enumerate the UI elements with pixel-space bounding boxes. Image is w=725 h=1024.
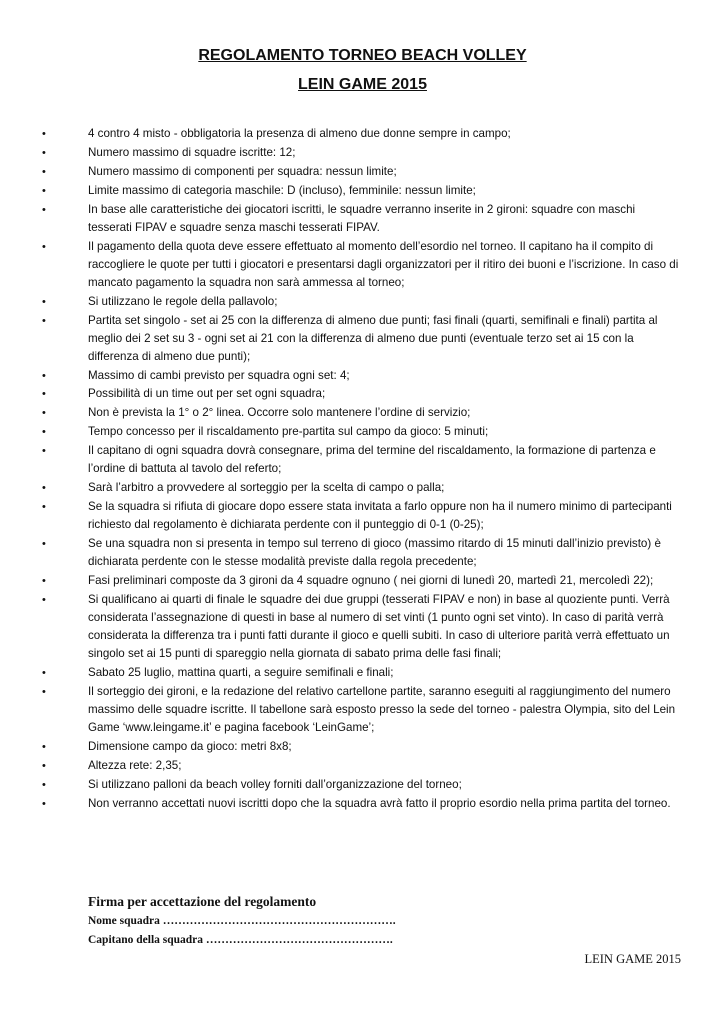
rule-item — [42, 367, 682, 385]
page-footer: LEIN GAME 2015 — [584, 952, 681, 966]
rule-text: Sabato 25 luglio, mattina quarti, a seguire semifinali e finali; — [88, 666, 394, 680]
rule-text: Non è prevista la 1° o 2° linea. Occorre solo mantenere l’ordine di servizio; — [88, 406, 471, 420]
document-subtitle: LEIN GAME 2015 — [298, 76, 427, 93]
rule-text: Numero massimo di componenti per squadra: nessun limite; — [88, 164, 397, 178]
bullet-icon: • — [42, 314, 46, 327]
rule-text: Il sorteggio dei gironi, e la redazione del relativo cartellone partite, saranno eseguiti al raggiungimento del numero massimo delle squadre iscritte. Il tabellone sarà esposto presso la sede del torneo - palestra Olympia, sito del Lein Game ‘www.leingame.it’ e pagina facebook ‘LeinGame’; — [88, 684, 676, 735]
bullet-icon: • — [42, 778, 46, 791]
bullet-icon: • — [42, 407, 46, 420]
rule-text: Si utilizzano palloni da beach volley forniti dall’organizzazione del torneo; — [88, 777, 462, 791]
bullet-icon: • — [42, 184, 46, 197]
rule-item — [42, 683, 682, 737]
rule-item — [42, 144, 682, 162]
rule-text: Non verranno accettati nuovi iscritti dopo che la squadra avrà fatto il proprio esordio nella prima partita del torneo. — [88, 796, 671, 810]
rule-item — [42, 757, 682, 775]
rule-text: Massimo di cambi previsto per squadra ogni set: 4; — [88, 368, 350, 382]
rule-item — [42, 498, 682, 534]
bullet-icon: • — [42, 146, 46, 159]
rule-item — [42, 535, 682, 571]
rule-text: Se una squadra non si presenta in tempo sul terreno di gioco (massimo ritardo di 15 minuti dall’inizio previsto) è dichiarata perdente con le stesse modalità previste dalla regola precedente; — [88, 537, 661, 569]
bullet-icon: • — [42, 426, 46, 439]
rule-item — [42, 664, 682, 682]
rule-item — [42, 776, 682, 794]
rule-text: Altezza rete: 2,35; — [88, 758, 182, 772]
rule-text: Il capitano di ogni squadra dovrà consegnare, prima del termine del riscaldamento, la formazione di partenza e l’ordine di battuta al tavolo del referto; — [88, 444, 656, 476]
rule-text: Sarà l’arbitro a provvedere al sorteggio per la scelta di campo o palla; — [88, 481, 445, 495]
team-name-line: Nome squadra ……………………………………………………. — [88, 915, 396, 927]
signature-title: Firma per accettazione del regolamento — [88, 894, 317, 909]
rule-item — [42, 404, 682, 422]
rule-text: Fasi preliminari composte da 3 gironi da 4 squadre ognuno ( nei giorni di lunedì 20, martedì 21, mercoledì 22); — [88, 574, 654, 587]
rule-item — [42, 572, 682, 590]
bullet-icon: • — [42, 741, 46, 754]
bullet-icon: • — [42, 445, 46, 458]
rule-text: Il pagamento della quota deve essere effettuato al momento dell’esordio nel torneo. Il capitano ha il compito di raccogliere le quote per tutti i giocatori e presentarsi dagli organizzatori per il ritiro dei buoni e l’iscrizione. In caso di mancato pagamento la squadra non sarà ammessa al torneo; — [88, 239, 679, 289]
rule-item — [42, 182, 682, 200]
bullet-icon: • — [42, 501, 46, 514]
bullet-icon: • — [42, 685, 46, 698]
bullet-icon: • — [42, 667, 46, 680]
rule-item — [42, 163, 682, 181]
bullet-icon: • — [42, 295, 46, 308]
rule-text: Se la squadra si rifiuta di giocare dopo essere stata invitata a farlo oppure non ha il numero minimo di partecipanti richiesto dal regolamento è dichiarata perdente con il punteggio di 0-1 (0-25); — [88, 500, 672, 532]
rule-text: Tempo concesso per il riscaldamento pre-partita sul campo da gioco: 5 minuti; — [88, 425, 489, 439]
rule-item — [42, 442, 682, 478]
bullet-icon: • — [42, 538, 46, 551]
bullet-icon: • — [42, 593, 46, 606]
rule-item — [42, 125, 682, 143]
rule-item — [42, 423, 682, 441]
bullet-icon: • — [42, 482, 46, 495]
rule-item — [42, 795, 682, 813]
rule-item — [42, 738, 682, 756]
rule-text: 4 contro 4 misto - obbligatoria la presenza di almeno due donne sempre in campo; — [88, 127, 511, 140]
signature-block — [88, 892, 688, 950]
rule-text: Possibilità di un time out per set ogni squadra; — [88, 387, 326, 401]
rule-text: Dimensione campo da gioco: metri 8x8; — [88, 740, 292, 754]
rule-item — [42, 293, 682, 311]
rule-text: Si qualificano ai quarti di finale le squadre dei due gruppi (tesserati FIPAV e non) in base al quoziente punti. Verrà considerata l’assegnazione di questi in base al numero di set vinti (1 punto ogni set vinto). In caso di parità verrà considerata la differenza tra i punti fatti durante il gioco e quelli subiti. In caso di ulteriore parità verrà effettuato un singolo set ai 15 punti di spareggio nella giornata di sabato prima delle fasi finali; — [88, 592, 670, 661]
document-title: REGOLAMENTO TORNEO BEACH VOLLEY — [198, 47, 527, 64]
rule-text: Si utilizzano le regole della pallavolo; — [88, 294, 278, 308]
rule-item — [42, 479, 682, 497]
rule-text: In base alle caratteristiche dei giocatori iscritti, le squadre verranno inserite in 2 gironi: squadre con maschi tesserati FIPAV e squadre senza maschi tesserati FIPAV. — [88, 202, 636, 234]
rule-item — [42, 385, 682, 403]
bullet-icon: • — [42, 369, 46, 382]
bullet-icon: • — [42, 797, 46, 810]
rule-text: Limite massimo di categoria maschile: D (incluso), femminile: nessun limite; — [88, 183, 476, 197]
rules-list — [42, 125, 682, 814]
rule-text: Partita set singolo - set ai 25 con la differenza di almeno due punti; fasi finali (quarti, semifinali e finali) partita al meglio dei 2 set su 3 - ogni set ai 21 con la differenza di almeno due punti (eventuale terzo set ai 15 con la differenza di almeno due punti); — [88, 313, 658, 363]
bullet-icon: • — [42, 575, 46, 587]
rule-item — [42, 312, 682, 366]
rule-item — [42, 238, 682, 292]
rule-text: Numero massimo di squadre iscritte: 12; — [88, 145, 296, 159]
bullet-icon: • — [42, 203, 46, 216]
rule-item — [42, 201, 682, 237]
bullet-icon: • — [42, 240, 46, 253]
rule-item — [42, 591, 682, 663]
bullet-icon: • — [42, 128, 46, 140]
bullet-icon: • — [42, 759, 46, 772]
bullet-icon: • — [42, 165, 46, 178]
bullet-icon: • — [42, 388, 46, 401]
captain-line: Capitano della squadra …………………………………………. — [88, 934, 393, 946]
